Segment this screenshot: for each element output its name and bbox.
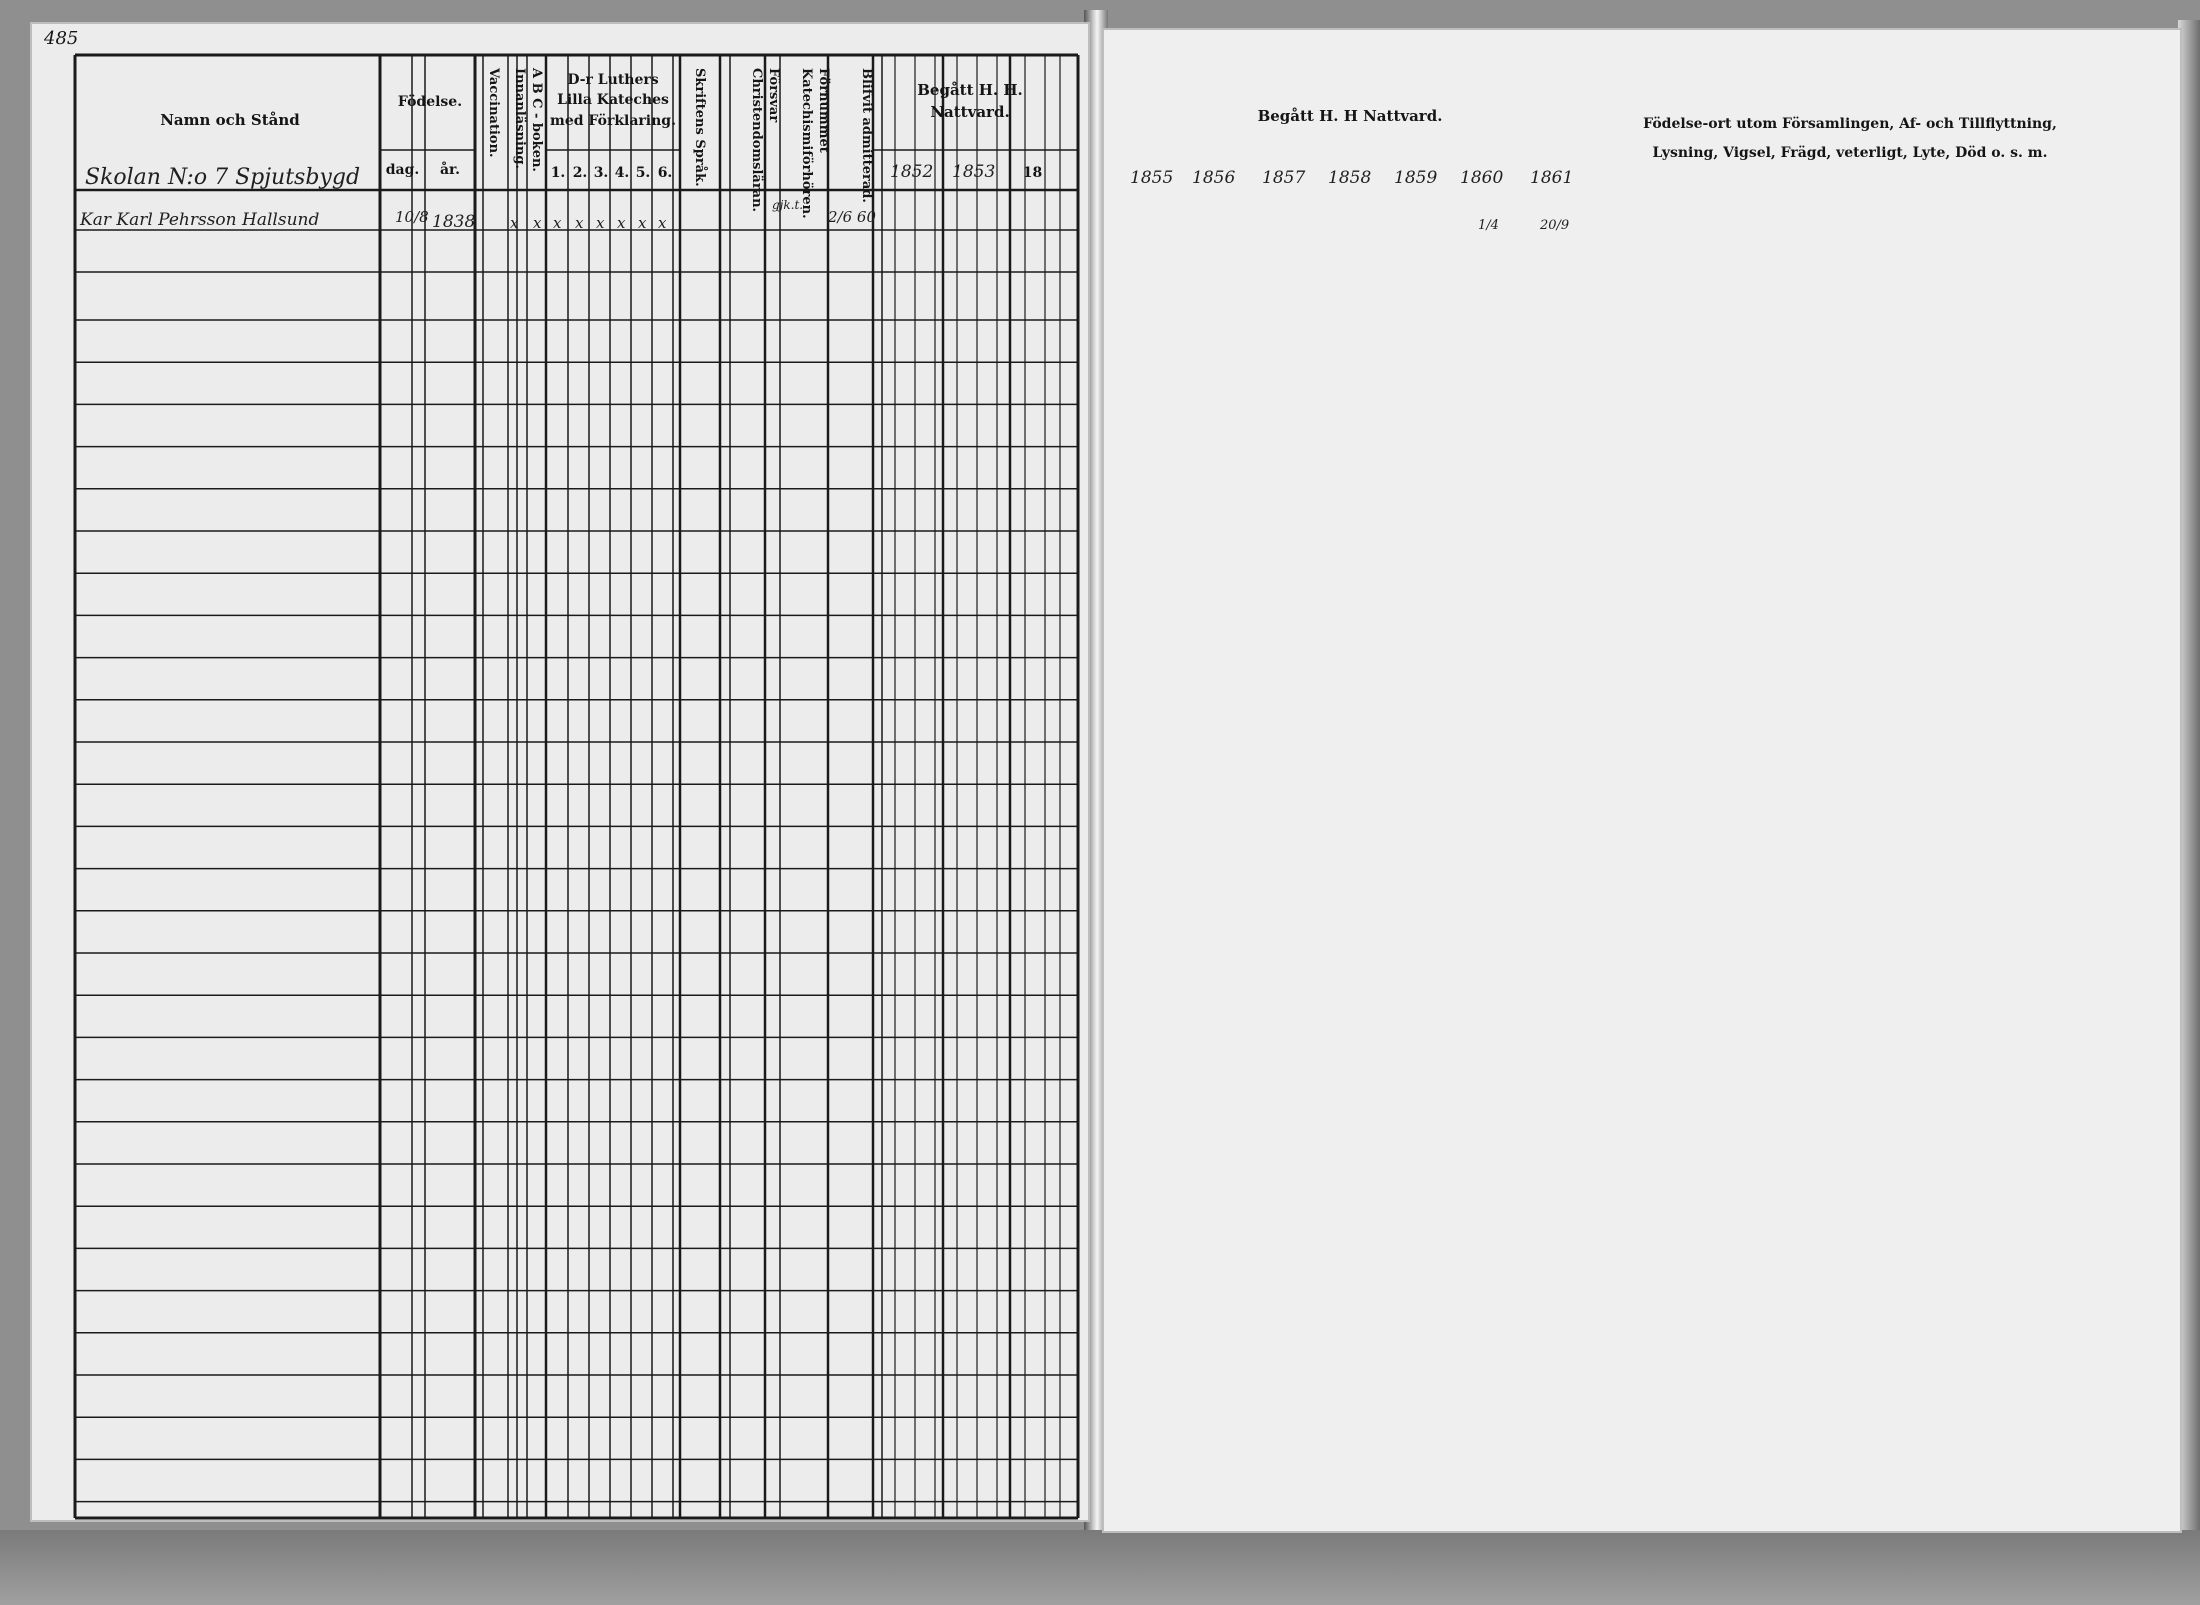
catechism-mark-4: x (617, 214, 626, 232)
year-1852: 1852 (890, 162, 934, 182)
vaccination-header: Vaccination. (485, 68, 501, 158)
right-page (1102, 28, 2182, 1533)
catechism-part-4: 4. (614, 165, 630, 181)
catechism-mark-2: x (575, 214, 584, 232)
interrogation-note: gjk.t. (772, 198, 804, 212)
catechism-header: D-r Luthers Lilla Kateches med Förklaring. (550, 72, 676, 129)
year-18: 18 (1022, 165, 1043, 181)
scripture-header: Skriftens Språk. (691, 68, 707, 187)
page-number: 485 (44, 28, 79, 49)
birth-day-header: dag. (385, 162, 420, 178)
birth-day-entry: 10/8 (395, 208, 429, 226)
year-1860: 1860 (1460, 168, 1504, 188)
reading-mark: x (533, 214, 542, 232)
school-heading-entry: Skolan N:o 7 Spjutsbygd (85, 165, 361, 190)
catechism-part-5: 5. (635, 165, 651, 181)
birth-year-header: år. (439, 162, 461, 178)
year-1855: 1855 (1130, 168, 1174, 188)
vaccination-mark: x (510, 214, 519, 232)
remarks-header: Födelse-ort utom Församlingen, Af- och Tillflyttning, Lysning, Vigsel, Frägd, veterligt, Lyte, Död o. s. m. (1643, 116, 2057, 162)
year-1853: 1853 (952, 162, 996, 182)
communion-header-right: Begått H. H Nattvard. (1257, 107, 1443, 125)
year-1861: 1861 (1530, 168, 1574, 188)
year-1857: 1857 (1262, 168, 1306, 188)
year-1856: 1856 (1192, 168, 1236, 188)
communion-header-left: Begått H. H. Nattvard. (917, 81, 1023, 121)
mark-1860: 1/4 (1478, 218, 1499, 233)
catechism-mark-3: x (596, 214, 605, 232)
catechism-part-1: 1. (550, 165, 566, 181)
interrogation-header: Förnummet Katechismiförhören. (799, 68, 831, 219)
person-name-entry: Kar Karl Pehrsson Hallsund (80, 210, 320, 230)
catechism-mark-5: x (638, 214, 647, 232)
birth-year-entry: 1838 (432, 212, 476, 232)
name-column-header: Namn och Stånd (160, 111, 300, 129)
catechism-mark-6: x (658, 214, 667, 232)
catechism-part-6: 6. (657, 165, 673, 181)
admitted-date: 2/6 60 (828, 208, 876, 226)
year-1858: 1858 (1328, 168, 1372, 188)
year-1859: 1859 (1394, 168, 1438, 188)
catechism-part-3: 3. (593, 165, 609, 181)
christianity-header: Försvar Christendomsläran. (749, 68, 781, 213)
abc-book-header: A B C - boken. (528, 68, 544, 172)
birth-column-header: Födelse. (397, 94, 463, 110)
reading-header: Innanläsning. (511, 68, 527, 169)
catechism-part-2: 2. (572, 165, 588, 181)
mark-1861: 20/9 (1540, 218, 1570, 233)
catechism-mark-1: x (553, 214, 562, 232)
admitted-header: Blifvit admitterad. (859, 68, 874, 203)
